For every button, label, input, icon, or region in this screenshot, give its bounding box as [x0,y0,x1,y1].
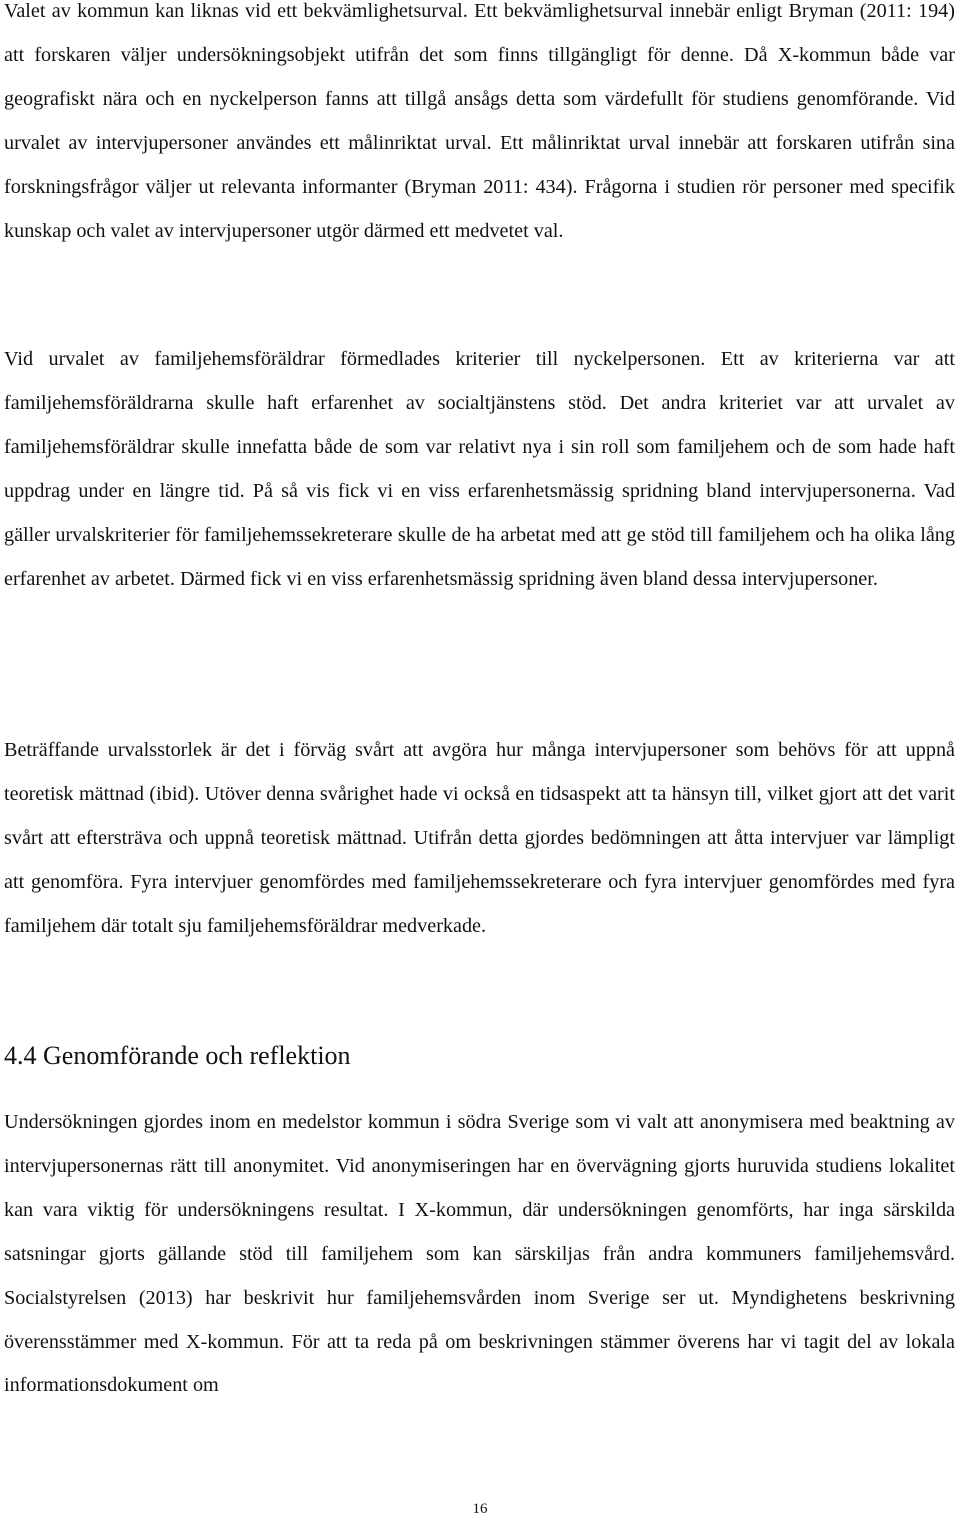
page-number: 16 [472,1501,488,1517]
body-paragraph: Vid urvalet av familjehemsföräldrar förmedlades kriterier till nyckelpersonen. Ett av kriterierna var att familjehemsföräldrarna skulle haft erfarenhet av socialtjänstens stöd. Det andra kriteriet var att urvalet av familjehemsföräldrar skulle innefatta både de som var relativt nya i sin roll som familjehem och de som hade haft uppdrag under en längre tid. På så vis fick vi en viss erfarenhetsmässig spridning bland intervjupersonerna. Vad gäller urvalskriterier för familjehemssekreterare skulle de ha arbetat med att ge stöd till familjehem och ha olika lång erfarenhet av arbetet. Därmed fick vi en viss erfarenhetsmässig spridning även bland dessa intervjupersoner. [4,348,955,590]
body-paragraph: Valet av kommun kan liknas vid ett bekvämlighetsurval. Ett bekvämlighetsurval innebär enligt Bryman (2011: 194) att forskaren väljer undersökningsobjekt utifrån det som finns tillgängligt för denne. Då X-kommun både var geografiskt nära och en nyckelperson fanns att tillgå ansågs detta som värdefullt för studiens genomförande. Vid urvalet av intervjupersoner användes ett målinriktat urval. Ett målinriktat urval innebär att forskaren utifrån sina forskningsfrågor väljer ut relevanta informanter (Bryman 2011: 434). Frågorna i studien rör personer med specifik kunskap och valet av intervjupersoner utgör därmed ett medvetet val. [4,0,955,242]
body-paragraph: Undersökningen gjordes inom en medelstor kommun i södra Sverige som vi valt att anonymisera med beaktning av intervjupersonernas rätt till anonymitet. Vid anonymiseringen har en övervägning gjorts huruvida studiens lokalitet kan vara viktig för undersökningens resultat. I X-kommun, där undersökningen genomförts, har inga särskilda satsningar gjorts gällande stöd till familjehem som kan särskiljas från andra kommuners familjehemsvård. Socialstyrelsen (2013) har beskrivit hur familjehemsvården inom Sverige ser ut. Myndighetens beskrivning överensstämmer med X-kommun. För att ta reda på om beskrivningen stämmer överens har vi tagit del av lokala informationsdokument om [4,1111,955,1397]
body-paragraph: Beträffande urvalsstorlek är det i förväg svårt att avgöra hur många intervjupersoner som behövs för att uppnå teoretisk mättnad (ibid). Utöver denna svårighet hade vi också en tidsaspekt att ta hänsyn till, vilket gjort att det varit svårt att eftersträva och uppnå teoretisk mättnad. Utifrån detta gjordes bedömningen att åtta intervjuer var lämpligt att genomföra. Fyra intervjuer genomfördes med familjehemssekreterare och fyra intervjuer genomfördes med fyra familjehem där totalt sju familjehemsföräldrar medverkade. [4,739,955,937]
section-heading: 4.4 Genomförande och reflektion [4,1041,351,1070]
